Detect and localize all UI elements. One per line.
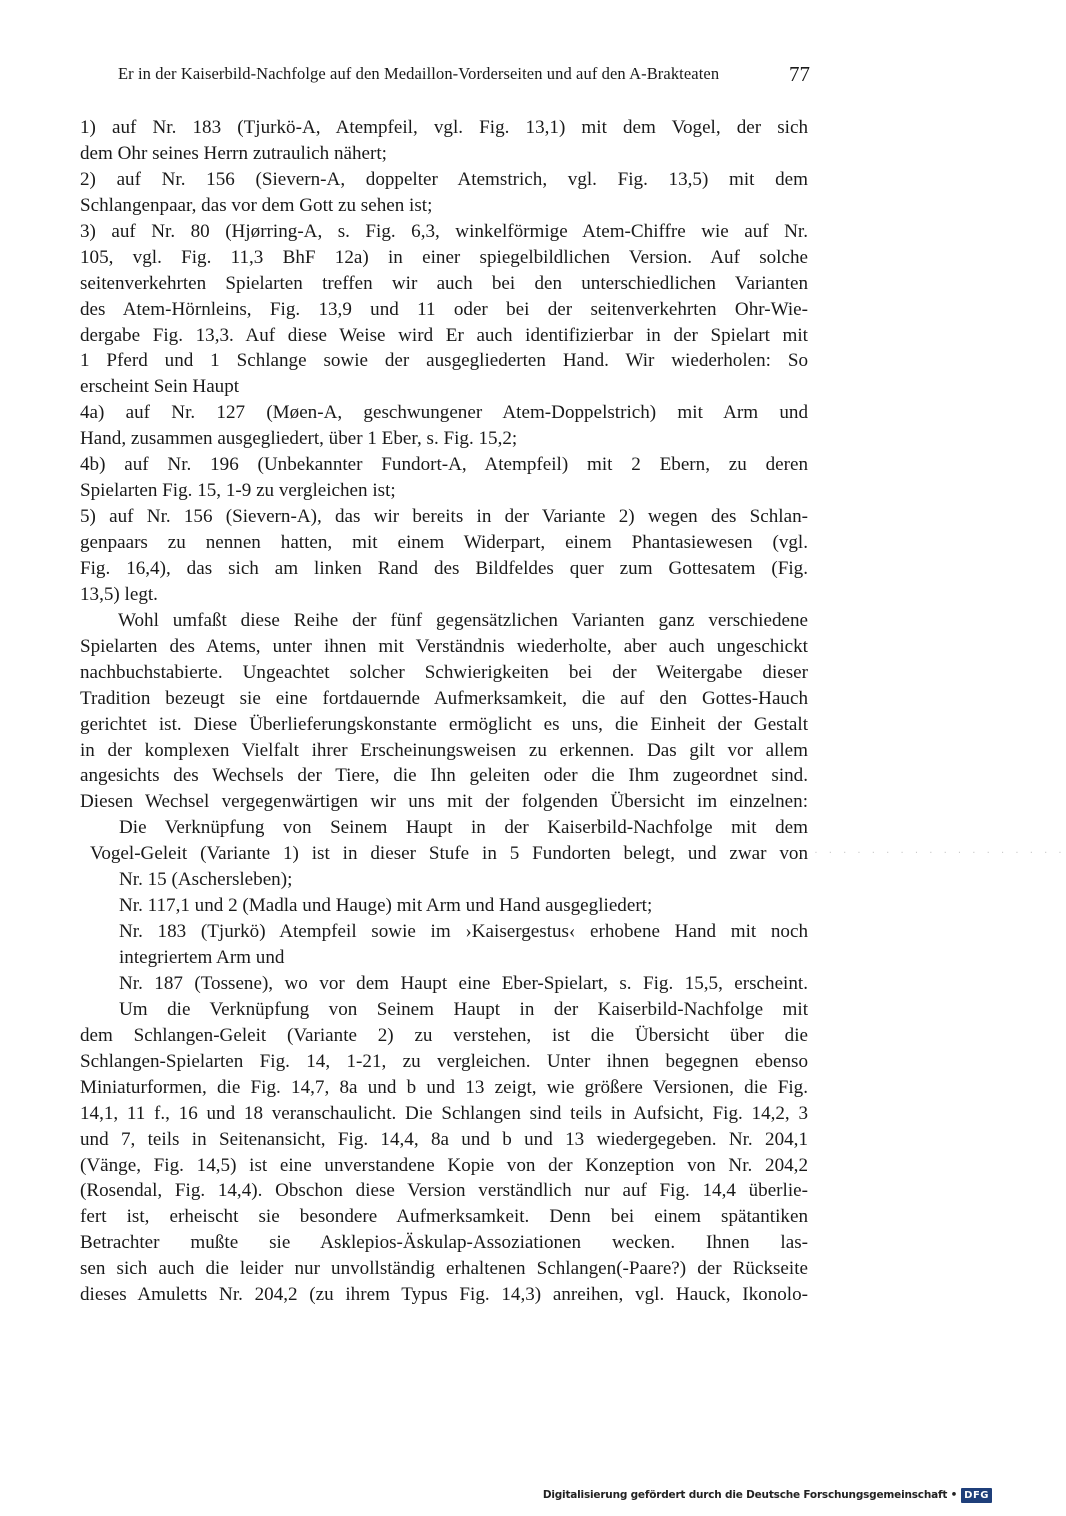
text-line: Wohl umfaßt diese Reihe der fünf gegensätzlichen Varianten ganz verschiedene: [118, 609, 808, 631]
text-line: in der komplexen Vielfalt ihrer Erscheinungsweisen zu erkennen. Das gilt vor allem: [80, 739, 808, 761]
text-line: seitenverkehrten Spielarten treffen wir auch bei den unterschiedlichen Varianten: [80, 272, 808, 294]
text-line: Fig. 16,4), das sich am linken Rand des Bildfeldes quer zum Gottesatem (Fig.: [80, 557, 808, 579]
text-line: integriertem Arm und: [119, 947, 285, 968]
text-line: fert ist, erheischt sie besondere Aufmerksamkeit. Denn bei einem spätantiken: [80, 1206, 808, 1228]
text-line: Nr. 183 (Tjurkö) Atempfeil sowie im ›Kaisergestus‹ erhobene Hand mit noch: [119, 921, 808, 943]
text-line: des Atem-Hörnleins, Fig. 13,9 und 11 oder bei der seitenverkehrten Ohr-Wie-: [80, 298, 808, 320]
text-line: Miniaturformen, die Fig. 14,7, 8a und b und 13 zeigt, wie größere Versionen, die Fig.: [80, 1076, 808, 1098]
text-line: angesichts des Wechsels der Tiere, die Ihn geleiten oder die Ihm zugeordnet sind.: [80, 765, 808, 787]
body-text: [80, 115, 808, 1308]
text-line: nachbuchstabierte. Ungeachtet solcher Schwierigkeiten bei der Weitergabe dieser: [80, 661, 808, 683]
footer-credit: Digitalisierung gefördert durch die Deutsche Forschungsgemeinschaft •: [542, 1489, 958, 1501]
text-line: Nr. 117,1 und 2 (Madla und Hauge) mit Arm und Hand ausgegliedert;: [119, 895, 653, 917]
text-line: genpaars zu nennen hatten, mit einem Widerpart, einem Phantasiewesen (vgl.: [80, 532, 808, 553]
text-line: Schlangenpaar, das vor dem Gott zu sehen ist;: [80, 194, 433, 216]
text-line: 105, vgl. Fig. 11,3 BhF 12a) in einer spiegelbildlichen Version. Auf solche: [80, 246, 808, 268]
text-line: Um die Verknüpfung von Seinem Haupt in der Kaiserbild-Nachfolge mit: [119, 998, 808, 1020]
text-line: dieses Amuletts Nr. 204,2 (zu ihrem Typus Fig. 14,3) anreihen, vgl. Hauck, Ikonolo-: [80, 1284, 808, 1306]
running-title: Er in der Kaiserbild-Nachfolge auf den Medaillon-Vorderseiten und auf den A-Brakteaten: [118, 64, 720, 83]
text-line: Tradition bezeugt sie eine fortdauernde Aufmerksamkeit, die auf den Gottes-Hauch: [80, 687, 808, 709]
page-number: 77: [789, 62, 810, 86]
text-line: Die Verknüpfung von Seinem Haupt in der Kaiserbild-Nachfolge mit dem: [119, 817, 808, 839]
text-line: dem Schlangen-Geleit (Variante 2) zu verstehen, ist die Übersicht über die: [80, 1024, 808, 1046]
text-line: Betrachter mußte sie Asklepios-Äskulap-Assoziationen wecken. Ihnen las-: [80, 1232, 808, 1254]
text-line: 2) auf Nr. 156 (Sievern-A, doppelter Atemstrich, vgl. Fig. 13,5) mit dem: [80, 168, 808, 190]
text-line: 5) auf Nr. 156 (Sievern-A), das wir bereits in der Variante 2) wegen des Schlan-: [80, 506, 808, 528]
digitization-footer: [543, 1485, 992, 1505]
text-line: dergabe Fig. 13,3. Auf diese Weise wird Er auch identifizierbar in der Spielart mit: [80, 324, 808, 346]
text-line: dem Ohr seines Herrn zutraulich nähert;: [80, 142, 387, 164]
text-line: Hand, zusammen ausgegliedert, über 1 Eber, s. Fig. 15,2;: [80, 428, 518, 450]
text-line: (Rosendal, Fig. 14,4). Obschon diese Version verständlich nur auf Fig. 14,4 überlie-: [80, 1180, 808, 1202]
text-line: 3) auf Nr. 80 (Hjørring-A, s. Fig. 6,3, winkelförmige Atem-Chiffre wie auf Nr.: [80, 220, 808, 242]
text-line: (Vänge, Fig. 14,5) ist eine unverstandene Kopie von der Konzeption von Nr. 204,2: [80, 1154, 808, 1176]
text-line: 4b) auf Nr. 196 (Unbekannter Fundort-A, Atempfeil) mit 2 Ebern, zu deren: [80, 454, 808, 476]
text-line: 14,1, 11 f., 16 und 18 veranschaulicht. Die Schlangen sind teils in Aufsicht, Fig. 14,2, 3: [80, 1102, 808, 1124]
text-line: 4a) auf Nr. 127 (Møen-A, geschwungener Atem-Doppelstrich) mit Arm und: [80, 402, 808, 424]
text-line: und 7, teils in Seitenansicht, Fig. 14,4, 8a und b und 13 wiedergegeben. Nr. 204,1: [80, 1128, 808, 1150]
text-line: sen sich auch die leider nur unvollständig erhaltenen Schlangen(-Paare?) der Rückseite: [80, 1258, 808, 1280]
dfg-logo-icon: DFG: [961, 1488, 992, 1503]
text-line: Diesen Wechsel vergegenwärtigen wir uns mit der folgenden Übersicht im einzelnen:: [80, 791, 808, 813]
text-line: Vogel-Geleit (Variante 1) ist in dieser Stufe in 5 Fundorten belegt, und zwar von: [90, 843, 808, 865]
text-line: gerichtet ist. Diese Überlieferungskonstante ermöglicht es uns, die Einheit der Gestalt: [80, 713, 808, 735]
text-line: Spielarten Fig. 15, 1-9 zu vergleichen ist;: [80, 480, 396, 502]
text-line: erscheint Sein Haupt: [80, 376, 240, 398]
text-line: Nr. 187 (Tossene), wo vor dem Haupt eine Eber-Spielart, s. Fig. 15,5, erscheint.: [119, 972, 808, 994]
page-header: [118, 62, 810, 90]
text-line: Schlangen-Spielarten Fig. 14, 1-21, zu vergleichen. Unter ihnen begegnen ebenso: [80, 1050, 808, 1072]
scan-artifact-dots: · · · · · · · · · · · · · · · · · · ·: [800, 848, 1066, 859]
text-line: Spielarten des Atems, unter ihnen mit Verständnis wiederholte, aber auch ungeschickt: [80, 635, 808, 657]
text-line: Nr. 15 (Aschersleben);: [119, 869, 293, 891]
text-line: 1 Pferd und 1 Schlange sowie der ausgegliederten Hand. Wir wiederholen: So: [80, 350, 808, 372]
text-line: 1) auf Nr. 183 (Tjurkö-A, Atempfeil, vgl. Fig. 13,1) mit dem Vogel, der sich: [80, 117, 808, 138]
text-line: 13,5) legt.: [80, 583, 158, 605]
